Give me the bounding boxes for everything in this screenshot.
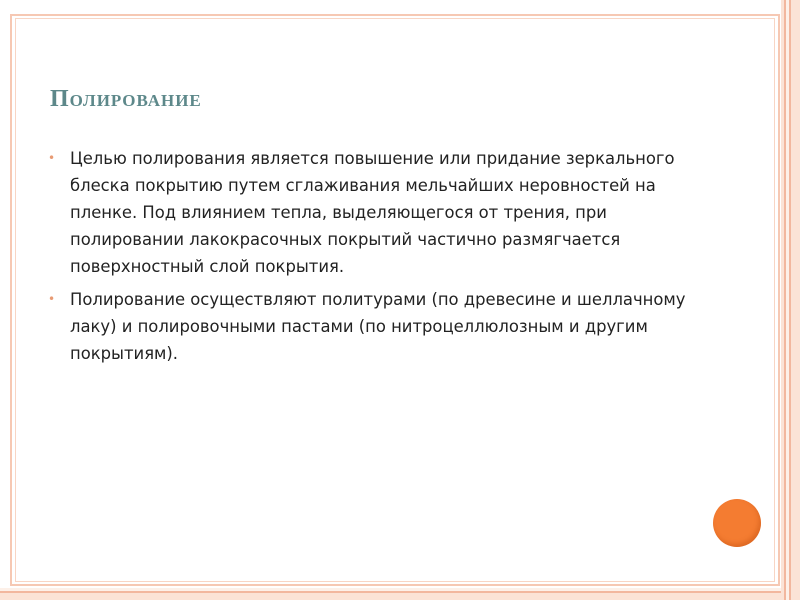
bullet-icon: • (48, 151, 56, 165)
bullet-item (48, 145, 698, 280)
bullet-list (48, 145, 698, 373)
slide-title: Полирование (50, 86, 202, 112)
bullet-text: Полирование осуществляют политурами (по древесине и шеллачному лаку) и полировочными пастами (по нитроцеллюлозным и другим покрытиям). (70, 290, 686, 363)
decorative-circle-icon (713, 499, 761, 547)
decorative-stripe-bottom (0, 588, 781, 600)
bullet-icon: • (48, 292, 56, 306)
bullet-item (48, 286, 698, 367)
decorative-stripe-right (781, 0, 800, 600)
bullet-text: Целью полирования является повышение или придание зеркального блеска покрытию путем сглаживания мельчайших неровностей на пленке. Под влиянием тепла, выделяющегося от трения, при полировании лакокрасочных покрытий частично размягчается поверхностный слой покрытия. (70, 149, 675, 276)
